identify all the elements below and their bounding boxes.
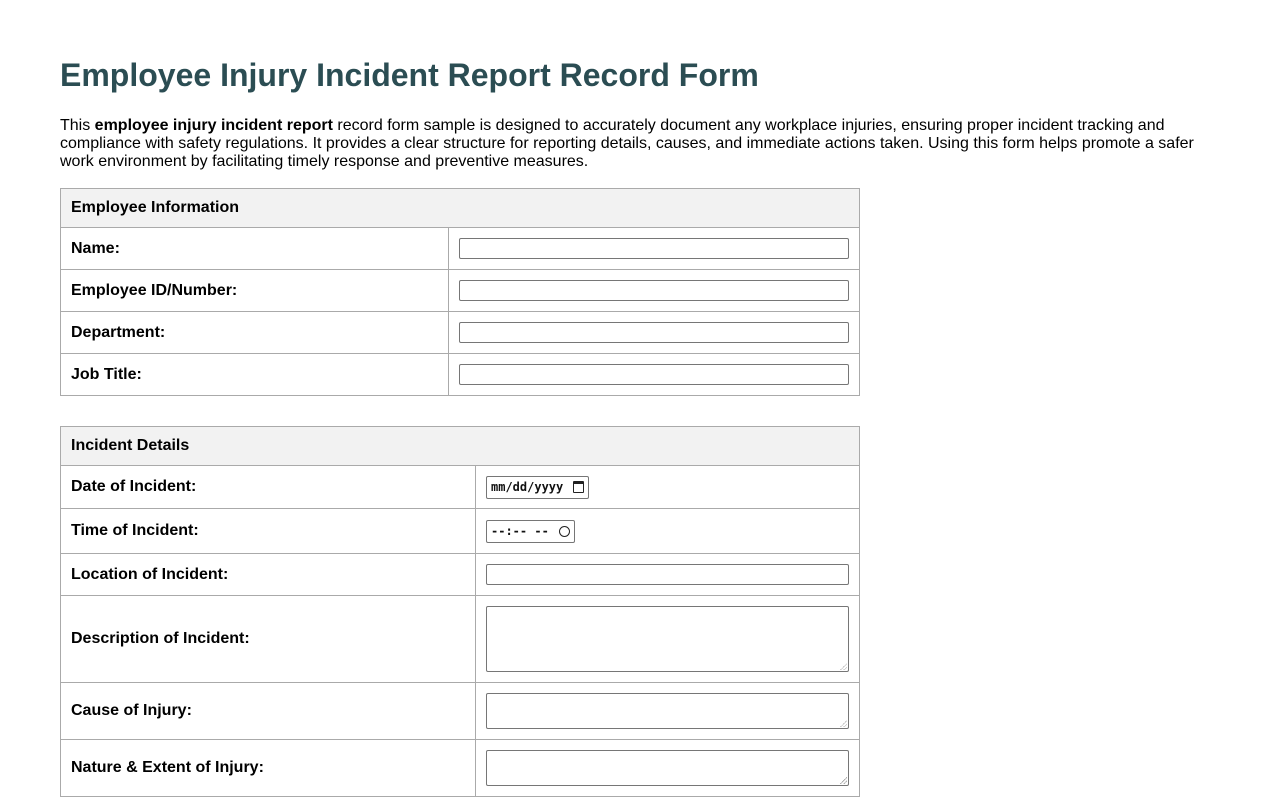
resize-handle-icon[interactable]	[840, 777, 847, 784]
nature-extent-textarea[interactable]	[486, 750, 849, 786]
job-title-input[interactable]	[459, 364, 849, 385]
employee-information-table	[60, 188, 860, 396]
employee-id-input[interactable]	[459, 280, 849, 301]
field-label: Nature & Extent of Injury:	[61, 740, 476, 797]
section-heading: Incident Details	[61, 427, 860, 466]
time-input[interactable]	[486, 520, 575, 543]
intro-text-rest: record form sample is designed to accurately document any workplace injuries, ensuring proper incident tracking and compliance with safety regulations. It provides a clear structure for reporting details, causes, and immediate actions taken. Using this form helps promote a safer work environment by facilitating timely response and preventive measures.	[60, 117, 1194, 170]
field-label: Description of Incident:	[61, 596, 476, 683]
name-input[interactable]	[459, 238, 849, 259]
field-label: Job Title:	[61, 354, 449, 396]
field-label: Location of Incident:	[61, 554, 476, 596]
field-label: Department:	[61, 312, 449, 354]
time-placeholder: --:-- --	[491, 524, 549, 538]
date-input[interactable]	[486, 476, 589, 499]
cause-textarea[interactable]	[486, 693, 849, 729]
section-heading: Employee Information	[61, 189, 860, 228]
date-placeholder: mm/dd/yyyy	[491, 480, 564, 494]
resize-handle-icon[interactable]	[840, 720, 847, 727]
department-input[interactable]	[459, 322, 849, 343]
description-textarea[interactable]	[486, 606, 849, 672]
page-title: Employee Injury Incident Report Record Form	[60, 57, 759, 93]
location-input[interactable]	[486, 564, 849, 585]
clock-icon[interactable]	[559, 526, 570, 537]
incident-details-table	[60, 426, 860, 797]
field-label: Name:	[61, 228, 449, 270]
field-label: Time of Incident:	[61, 509, 476, 554]
field-label: Date of Incident:	[61, 466, 476, 509]
resize-handle-icon[interactable]	[840, 663, 847, 670]
calendar-icon[interactable]	[573, 481, 584, 493]
intro-text: This	[60, 117, 95, 134]
field-label: Cause of Injury:	[61, 683, 476, 740]
intro-paragraph	[60, 117, 1210, 171]
intro-bold: employee injury incident report	[94, 117, 333, 134]
field-label: Employee ID/Number:	[61, 270, 449, 312]
